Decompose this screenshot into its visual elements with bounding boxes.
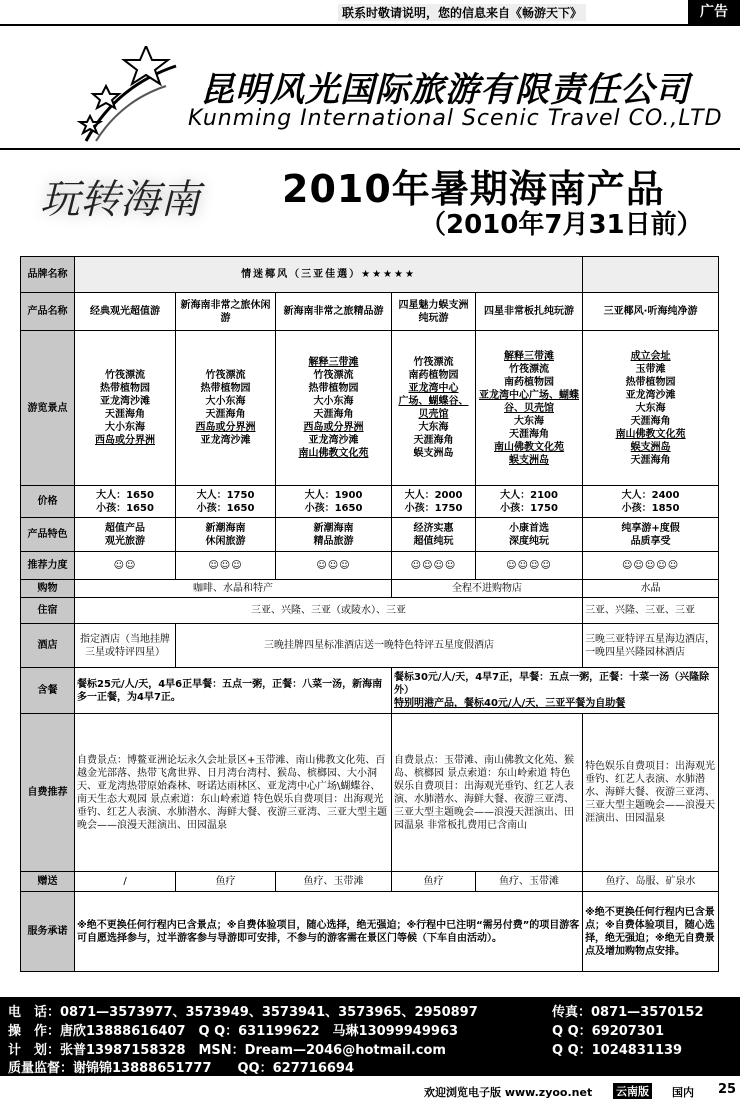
table-row — [21, 552, 719, 580]
smiley-rating: ☺☺☺ — [276, 552, 392, 580]
price-child: 小孩：1650 — [96, 502, 154, 514]
sites-cell — [392, 331, 476, 486]
top-bar — [0, 0, 740, 26]
row-label: 价格 — [21, 486, 75, 518]
source-note: 联系时敬请说明，您的信息来自《畅游天下》 — [338, 4, 586, 21]
sites-cell — [476, 331, 583, 486]
table-row — [21, 293, 719, 331]
feature: 超值纯玩 — [413, 535, 454, 547]
table-row — [21, 580, 719, 598]
meal-note: 餐标30元/人/天，4早7正，早餐：五点一粥，正餐：十菜一汤（兴隆除外） — [394, 672, 710, 696]
table-row — [21, 624, 719, 668]
sites-cell — [75, 331, 176, 486]
table-row — [21, 872, 719, 892]
feature: 新潮海南 — [205, 522, 246, 534]
price-child: 小孩：1750 — [404, 502, 463, 514]
table-row — [21, 668, 719, 714]
meals-cell — [392, 668, 719, 714]
site: 大小东海 — [313, 396, 354, 407]
shopping-cell: 水晶 — [583, 580, 719, 598]
price-adult: 大人：2100 — [500, 489, 558, 501]
row-label: 产品特色 — [21, 518, 75, 552]
site: 天涯海角 — [413, 435, 454, 446]
stay-cell: 三亚、兴隆、三亚（或陵水）、三亚 — [75, 598, 583, 624]
product-table — [20, 256, 719, 972]
site: 大小东海 — [105, 422, 145, 433]
price-child: 小孩：1650 — [196, 502, 255, 514]
feature: 精品旅游 — [313, 535, 354, 547]
row-label: 酒店 — [21, 624, 75, 668]
price-adult: 大人：1750 — [196, 489, 255, 501]
site: 解释三带滩 — [504, 350, 555, 362]
feature-cell — [276, 518, 392, 552]
row-label: 住宿 — [21, 598, 75, 624]
gift-cell: 鱼疗、玉带滩 — [276, 872, 392, 892]
row-label: 游览景点 — [21, 331, 75, 486]
feature-cell — [392, 518, 476, 552]
price-adult: 大人：2400 — [621, 489, 680, 501]
gift-cell: 鱼疗、岛服、矿泉水 — [583, 872, 719, 892]
site: 成立会址 — [630, 350, 671, 362]
page-title: 2010年暑期海南产品 — [282, 167, 665, 211]
price-child: 小孩：1650 — [304, 502, 363, 514]
shooting-stars-logo — [76, 46, 186, 146]
table-row — [21, 518, 719, 552]
smiley-rating: ☺☺ — [75, 552, 176, 580]
page-subtitle: （2010年7月31日前） — [420, 210, 703, 240]
price-cell — [392, 486, 476, 518]
row-label: 品牌名称 — [21, 257, 75, 293]
product-name: 经典观光超值游 — [75, 293, 176, 331]
price-adult: 大人：1900 — [304, 489, 363, 501]
site: 竹筏漂流 — [413, 357, 454, 368]
site: 亚龙湾沙滩 — [200, 435, 251, 446]
site: 亚龙湾中心广场、蝴蝶谷、贝壳馆 — [479, 389, 580, 414]
site: 竹筏漂流 — [105, 370, 145, 381]
feature: 新潮海南 — [313, 522, 354, 534]
operator-line: 操 作：唐欣13888616407 Q Q：631199622 马琳13099949963 — [8, 1024, 459, 1039]
row-label: 含餐 — [21, 668, 75, 714]
site: 热带植物园 — [200, 383, 251, 394]
self-pay-cell: 特色娱乐自费项目：出海观光垂钓、红艺人表演、水肺潜水、海鲜大餐、夜游三亚湾、三亚大型主题晚会——浪漫天涯演出、田园温泉 — [583, 714, 719, 872]
service-cell: ※绝不更换任何行程内已含景点；※自费体验项目，随心选择，绝无强迫；※行程中已注明“需另付费”的项目游客可自愿选择参与，过半游客参与导游即可安排，不参与的游客需在景区门等候（下车自由活动）。 — [75, 892, 583, 972]
site: 大东海 — [514, 415, 545, 427]
feature-cell — [75, 518, 176, 552]
feature: 深度纯玩 — [509, 535, 550, 547]
smiley-rating: ☺☺☺☺ — [476, 552, 583, 580]
site: 南药植物园 — [408, 370, 459, 381]
site: 南山佛教文化苑 — [494, 441, 565, 453]
site: 西岛或分界洲 — [195, 422, 256, 433]
feature-cell — [176, 518, 276, 552]
table-row — [21, 486, 719, 518]
gift-cell: 鱼疗 — [392, 872, 476, 892]
sites-cell — [276, 331, 392, 486]
feature-cell — [476, 518, 583, 552]
site: 蜈支洲岛 — [630, 441, 671, 453]
gift-cell: 鱼疗 — [176, 872, 276, 892]
phone-line: 电 话：0871—3573977、3573949、3573941、3573965、2950897 — [8, 1005, 478, 1020]
table-row — [21, 892, 719, 972]
site: 广场、蝴蝶谷、贝壳馆 — [398, 396, 469, 420]
site: 解释三带滩 — [308, 357, 359, 368]
site: 竹筏漂流 — [205, 370, 246, 381]
edition-tag: 云南版 — [613, 1083, 652, 1099]
price-cell — [476, 486, 583, 518]
price-cell — [276, 486, 392, 518]
feature: 经济实惠 — [413, 522, 454, 534]
product-name: 四星非常板扎纯玩游 — [476, 293, 583, 331]
feature: 超值产品 — [105, 522, 145, 534]
product-name: 新海南非常之旅精品游 — [276, 293, 392, 331]
self-pay-cell: 自费景点：博鳌亚洲论坛永久会址景区+玉带滩、南山佛教文化苑、百越金光部落、热带飞禽世界、日月湾台湾村、猴岛、槟榔园、大小洞天、亚龙湾热带原始森林、呀诺达雨林区、亚龙湾中心广场\蝴蝶谷、南天生态大观园 景点索道：东山岭索道 特色娱乐自费项目：出海观光垂钓、红艺人表演、水肺潜水、海鲜大餐、夜游三亚湾、三亚大型主题晚会——浪漫天涯演出、田园温泉 — [75, 714, 392, 872]
price-adult: 大人：2000 — [404, 489, 463, 501]
company-name-cn: 昆明风光国际旅游有限责任公司 — [200, 70, 690, 110]
site: 热带植物园 — [308, 383, 359, 394]
price-cell — [75, 486, 176, 518]
site: 大小东海 — [205, 396, 246, 407]
site: 天涯海角 — [630, 454, 671, 466]
table-row — [21, 331, 719, 486]
site: 天涯海角 — [509, 428, 550, 440]
site: 天涯海角 — [105, 409, 145, 420]
supervisor-line: 质量监督：谢锦锦13888651777 QQ：627716694 — [8, 1061, 355, 1076]
service-cell: ※绝不更换任何行程内已含景点；※自费体验项目，随心选择，绝无强迫；※绝无自费景点及增加购物点安排。 — [583, 892, 719, 972]
website-link[interactable]: 欢迎浏览电子版 www.zyoo.net — [424, 1086, 593, 1099]
site: 竹筏漂流 — [313, 370, 354, 381]
gift-cell: 鱼疗、玉带滩 — [476, 872, 583, 892]
self-pay-cell: 自费景点：玉带滩、南山佛教文化苑、猴岛、槟榔园 景点索道：东山岭索道 特色娱乐自费项目：出海观光垂钓、红艺人表演、水肺潜水、海鲜大餐、夜游三亚湾、三亚大型主题晚会——浪漫天涯演出、田园温泉 非常板扎费用已含南山 — [392, 714, 583, 872]
site: 热带植物园 — [100, 383, 150, 394]
shopping-cell: 全程不进购物店 — [392, 580, 583, 598]
hotel-cell: 指定酒店（当地挂牌三星或特评四星） — [75, 624, 176, 668]
row-label: 购物 — [21, 580, 75, 598]
price-child: 小孩：1850 — [621, 502, 680, 514]
site: 西岛或分界洲 — [95, 435, 155, 446]
product-name: 新海南非常之旅休闲游 — [176, 293, 276, 331]
region-label: 国内 — [672, 1086, 694, 1099]
smiley-rating: ☺☺☺☺ — [392, 552, 476, 580]
site: 亚龙湾沙滩 — [625, 389, 676, 401]
fax-line: 传真：0871—3570152 — [552, 1005, 704, 1020]
site: 竹筏漂流 — [509, 363, 550, 375]
price-cell — [583, 486, 719, 518]
feature-cell — [583, 518, 719, 552]
operator-qq: Q Q：69207301 — [552, 1024, 664, 1039]
row-label: 产品名称 — [21, 293, 75, 331]
site: 南山佛教文化苑 — [298, 448, 369, 459]
planner-qq: Q Q：1024831139 — [552, 1043, 683, 1058]
site: 亚龙湾沙滩 — [100, 396, 150, 407]
company-header — [0, 26, 740, 150]
price-adult: 大人：1650 — [96, 489, 154, 501]
blank-cell — [583, 257, 719, 293]
table-row — [21, 598, 719, 624]
feature: 休闲旅游 — [205, 535, 246, 547]
gift-cell: / — [75, 872, 176, 892]
contact-footer — [0, 997, 740, 1076]
product-name: 四星魅力蜈支洲纯玩游 — [392, 293, 476, 331]
product-name: 三亚椰风·听海纯净游 — [583, 293, 719, 331]
ad-badge: 广告 — [688, 0, 740, 24]
feature: 观光旅游 — [105, 535, 145, 547]
feature: 小康首选 — [509, 522, 550, 534]
site: 天涯海角 — [205, 409, 246, 420]
stay-cell: 三亚、兴隆、三亚、三亚 — [583, 598, 719, 624]
meal-note: 特别明港产品，餐标40元/人/天，三亚平餐为自助餐 — [394, 698, 626, 709]
brand-name: 情迷椰风（三亚佳選）★★★★★ — [75, 257, 583, 293]
company-name-en: Kunming International Scenic Travel CO.,LTD — [188, 106, 723, 131]
page-number: 25 — [718, 1082, 737, 1097]
site: 亚龙湾沙滩 — [308, 435, 359, 446]
smiley-rating: ☺☺☺ — [176, 552, 276, 580]
table-row — [21, 257, 719, 293]
planner-line: 计 划：张普13987158328 MSN：Dream—2046@hotmail.com — [8, 1043, 446, 1058]
site: 南药植物园 — [504, 376, 555, 388]
row-label: 推荐力度 — [21, 552, 75, 580]
shopping-cell: 咖啡、水晶和特产 — [75, 580, 392, 598]
site: 玉带滩 — [635, 363, 666, 375]
meals-cell: 餐标25元/人/天，4早6正早餐：五点一粥，正餐：八菜一汤，新海南多一正餐，为4早7正。 — [75, 668, 392, 714]
hotel-cell: 三晚挂牌四星标准酒店送一晚特色特评五星度假酒店 — [176, 624, 583, 668]
site: 天涯海角 — [313, 409, 354, 420]
feature: 品质享受 — [630, 535, 671, 547]
page-footer — [0, 1078, 740, 1100]
site: 热带植物园 — [625, 376, 676, 388]
feature: 纯享游+度假 — [621, 522, 680, 534]
sites-cell — [176, 331, 276, 486]
sites-cell — [583, 331, 719, 486]
site: 大东海 — [418, 422, 449, 433]
table-row — [21, 714, 719, 872]
site: 亚龙湾中心 — [408, 383, 459, 394]
site: 大东海 — [635, 402, 666, 414]
row-label: 服务承诺 — [21, 892, 75, 972]
site: 西岛或分界洲 — [303, 422, 364, 433]
hotel-cell: 三晚三亚特评五星海边酒店，一晚四星兴隆园林酒店 — [583, 624, 719, 668]
price-cell — [176, 486, 276, 518]
site: 南山佛教文化苑 — [615, 428, 686, 440]
calligraphy-slogan: 玩转海南 — [40, 177, 200, 223]
row-label: 赠送 — [21, 872, 75, 892]
title-area — [0, 150, 740, 255]
site: 天涯海角 — [630, 415, 671, 427]
row-label: 自费推荐 — [21, 714, 75, 872]
price-child: 小孩：1750 — [500, 502, 558, 514]
smiley-rating: ☺☺☺☺☺ — [583, 552, 719, 580]
site: 蜈支洲岛 — [413, 448, 454, 459]
site: 蜈支洲岛 — [509, 454, 550, 466]
